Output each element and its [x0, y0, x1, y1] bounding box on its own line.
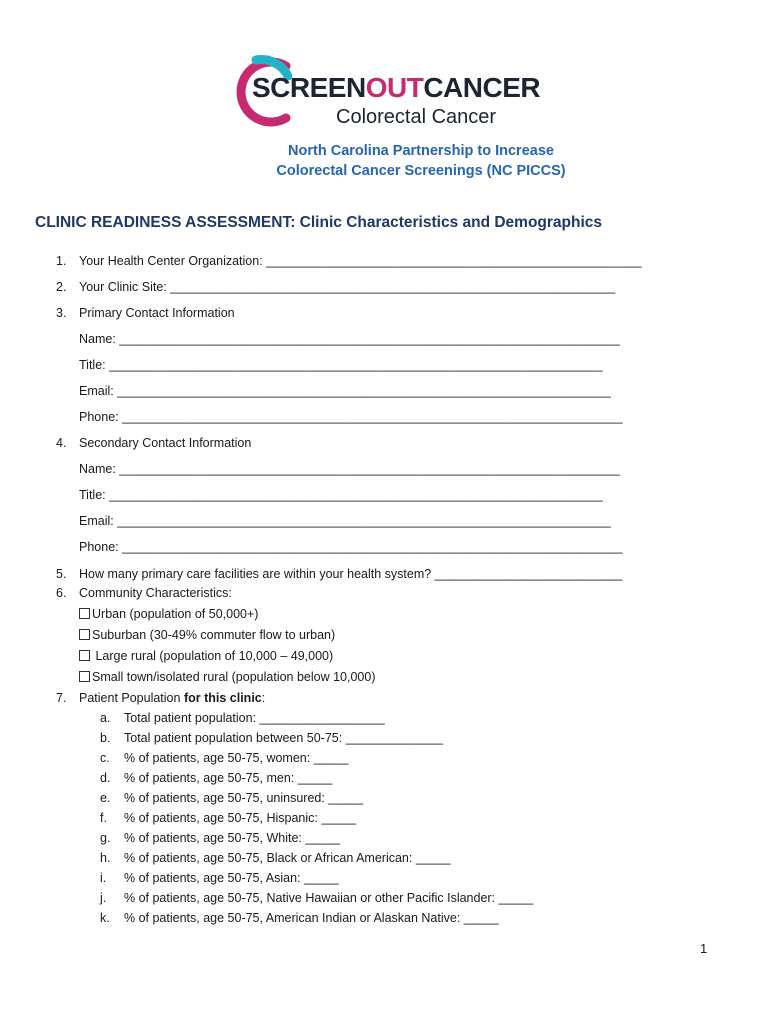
- black-percent-field[interactable]: % of patients, age 50-75, Black or African American: _____: [124, 851, 451, 865]
- secondary-contact-phone-field[interactable]: Phone: ________________________________________________________________________: [79, 540, 623, 554]
- primary-care-facilities-field[interactable]: How many primary care facilities are within your health system? ___________________________: [79, 567, 623, 581]
- suburban-checkbox[interactable]: [79, 629, 90, 640]
- women-percent-field[interactable]: % of patients, age 50-75, women: _____: [124, 751, 349, 765]
- urban-option[interactable]: Urban (population of 50,000+): [79, 606, 258, 622]
- suburban-option[interactable]: Suburban (30-49% commuter flow to urban): [79, 627, 335, 643]
- primary-contact-email-field[interactable]: Email: _______________________________________________________________________: [79, 384, 611, 398]
- logo-wordmark: SCREENOUTCANCER: [252, 72, 541, 103]
- secondary-contact-name-field[interactable]: Name: ________________________________________________________________________: [79, 462, 620, 476]
- small-town-checkbox[interactable]: [79, 671, 90, 682]
- men-percent-field[interactable]: % of patients, age 50-75, men: _____: [124, 771, 333, 785]
- primary-contact-title-field[interactable]: Title: _______________________________________________________________________: [79, 358, 603, 372]
- large-rural-option[interactable]: Large rural (population of 10,000 – 49,000): [79, 648, 333, 664]
- community-characteristics-heading: Community Characteristics:: [79, 586, 232, 600]
- secondary-contact-email-field[interactable]: Email: _______________________________________________________________________: [79, 514, 611, 528]
- hispanic-percent-field[interactable]: % of patients, age 50-75, Hispanic: _____: [124, 811, 357, 825]
- organization-heading: North Carolina Partnership to Increase Colorectal Cancer Screenings (NC PICCS): [276, 143, 566, 179]
- american-indian-percent-field[interactable]: % of patients, age 50-75, American Indian or Alaskan Native: _____: [124, 911, 499, 925]
- logo-subtitle: Colorectal Cancer: [336, 106, 497, 128]
- white-percent-field[interactable]: % of patients, age 50-75, White: _____: [124, 831, 341, 845]
- asian-percent-field[interactable]: % of patients, age 50-75, Asian: _____: [124, 871, 339, 885]
- health-center-organization-field[interactable]: Your Health Center Organization: ______________________________________________________: [79, 254, 642, 268]
- large-rural-checkbox[interactable]: [79, 650, 90, 661]
- screen-out-cancer-logo: [232, 54, 562, 130]
- page-number: 1: [700, 941, 708, 956]
- uninsured-percent-field[interactable]: % of patients, age 50-75, uninsured: _____: [124, 791, 364, 805]
- page-title: CLINIC READINESS ASSESSMENT: Clinic Characteristics and Demographics: [35, 214, 603, 231]
- primary-contact-name-field[interactable]: Name: ________________________________________________________________________: [79, 332, 620, 346]
- patient-population-heading: Patient Population for this clinic:: [79, 691, 266, 705]
- patient-population-50-75-field[interactable]: Total patient population between 50-75: ______________: [124, 731, 444, 745]
- secondary-contact-title-field[interactable]: Title: _______________________________________________________________________: [79, 488, 603, 502]
- secondary-contact-heading: Secondary Contact Information: [79, 436, 252, 450]
- primary-contact-phone-field[interactable]: Phone: ________________________________________________________________________: [79, 410, 623, 424]
- primary-contact-heading: Primary Contact Information: [79, 306, 235, 320]
- small-town-option[interactable]: Small town/isolated rural (population below 10,000): [79, 669, 376, 685]
- urban-checkbox[interactable]: [79, 608, 90, 619]
- native-hawaiian-percent-field[interactable]: % of patients, age 50-75, Native Hawaiian or other Pacific Islander: _____: [124, 891, 534, 905]
- total-patient-population-field[interactable]: Total patient population: __________________: [124, 711, 385, 725]
- clinic-site-field[interactable]: Your Clinic Site: ________________________________________________________________: [79, 280, 616, 294]
